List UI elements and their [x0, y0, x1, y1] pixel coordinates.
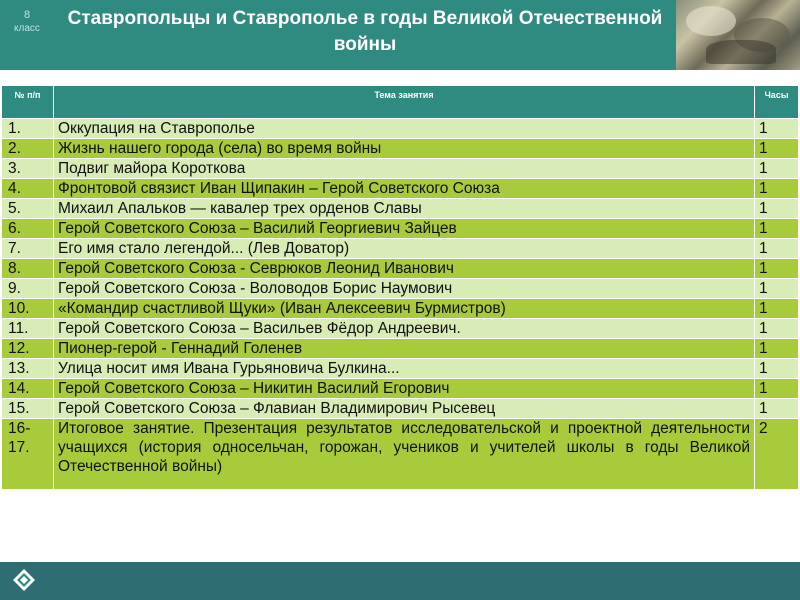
row-topic: Герой Советского Союза – Никитин Василий Егорович [54, 379, 755, 399]
table-row [2, 119, 799, 139]
row-hours: 2 [755, 419, 799, 490]
row-topic: Пионер-герой - Геннадий Голенев [54, 339, 755, 359]
grade-text: класс [14, 23, 40, 34]
table-header-row [2, 86, 799, 119]
row-topic: Улица носит имя Ивана Гурьяновича Булкина... [54, 359, 755, 379]
table-row [2, 399, 799, 419]
table-row [2, 379, 799, 399]
table-row [2, 339, 799, 359]
row-number: 9. [2, 279, 54, 299]
row-number: 12. [2, 339, 54, 359]
row-topic: Герой Советского Союза - Воловодов Борис Наумович [54, 279, 755, 299]
row-hours: 1 [755, 239, 799, 259]
row-hours: 1 [755, 199, 799, 219]
row-number: 14. [2, 379, 54, 399]
row-hours: 1 [755, 379, 799, 399]
row-number: 8. [2, 259, 54, 279]
war-painting-image [676, 0, 800, 70]
header-topic: Тема занятия [54, 86, 755, 119]
table-row [2, 319, 799, 339]
row-topic: Его имя стало легендой... (Лев Доватор) [54, 239, 755, 259]
slide-footer [0, 562, 800, 600]
row-topic: Герой Советского Союза – Флавиан Владимирович Рысевец [54, 399, 755, 419]
table-row [2, 259, 799, 279]
row-hours: 1 [755, 279, 799, 299]
row-topic: Оккупация на Ставрополье [54, 119, 755, 139]
row-number: 3. [2, 159, 54, 179]
lessons-table [1, 85, 799, 490]
row-topic: Итоговое занятие. Презентация результатов исследовательской и проектной деятельности учащихся (история односельчан, горожан, учеников и учителей школы в годы Великой Отечественной войны) [54, 419, 755, 490]
row-hours: 1 [755, 399, 799, 419]
row-hours: 1 [755, 319, 799, 339]
grade-number: 8 [23, 9, 31, 21]
table-row [2, 199, 799, 219]
diamond-nav-icon[interactable] [12, 568, 36, 592]
row-number: 15. [2, 399, 54, 419]
row-topic: Подвиг майора Короткова [54, 159, 755, 179]
table-row [2, 419, 799, 490]
row-number: 6. [2, 219, 54, 239]
row-number: 4. [2, 179, 54, 199]
row-number: 1. [2, 119, 54, 139]
table-row [2, 279, 799, 299]
row-hours: 1 [755, 219, 799, 239]
slide-title: Ставропольцы и Ставрополье в годы Великой Отечественной войны [67, 8, 663, 55]
row-number: 2. [2, 139, 54, 159]
header-hours: Часы [755, 86, 799, 119]
table-row [2, 159, 799, 179]
row-number: 16-17. [2, 419, 54, 490]
table-row [2, 139, 799, 159]
row-hours: 1 [755, 119, 799, 139]
row-hours: 1 [755, 339, 799, 359]
row-topic: Герой Советского Союза – Васильев Фёдор Андреевич. [54, 319, 755, 339]
row-hours: 1 [755, 139, 799, 159]
table-row [2, 179, 799, 199]
header-number: № п/п [2, 86, 54, 119]
row-topic: Михаил Апальков — кавалер трех орденов Славы [54, 199, 755, 219]
row-topic: Герой Советского Союза – Василий Георгиевич Зайцев [54, 219, 755, 239]
table-row [2, 239, 799, 259]
row-topic: Фронтовой связист Иван Щипакин – Герой Советского Союза [54, 179, 755, 199]
row-number: 10. [2, 299, 54, 319]
row-number: 13. [2, 359, 54, 379]
table-row [2, 219, 799, 239]
table-row [2, 299, 799, 319]
row-hours: 1 [755, 259, 799, 279]
row-hours: 1 [755, 179, 799, 199]
row-topic: «Командир счастливой Щуки» (Иван Алексеевич Бурмистров) [54, 299, 755, 319]
row-hours: 1 [755, 299, 799, 319]
row-hours: 1 [755, 159, 799, 179]
row-topic: Жизнь нашего города (села) во время войны [54, 139, 755, 159]
grade-label [3, 8, 51, 54]
table-row [2, 359, 799, 379]
row-number: 7. [2, 239, 54, 259]
table-body [2, 119, 799, 490]
row-number: 11. [2, 319, 54, 339]
row-topic: Герой Советского Союза - Севрюков Леонид Иванович [54, 259, 755, 279]
row-number: 5. [2, 199, 54, 219]
row-hours: 1 [755, 359, 799, 379]
